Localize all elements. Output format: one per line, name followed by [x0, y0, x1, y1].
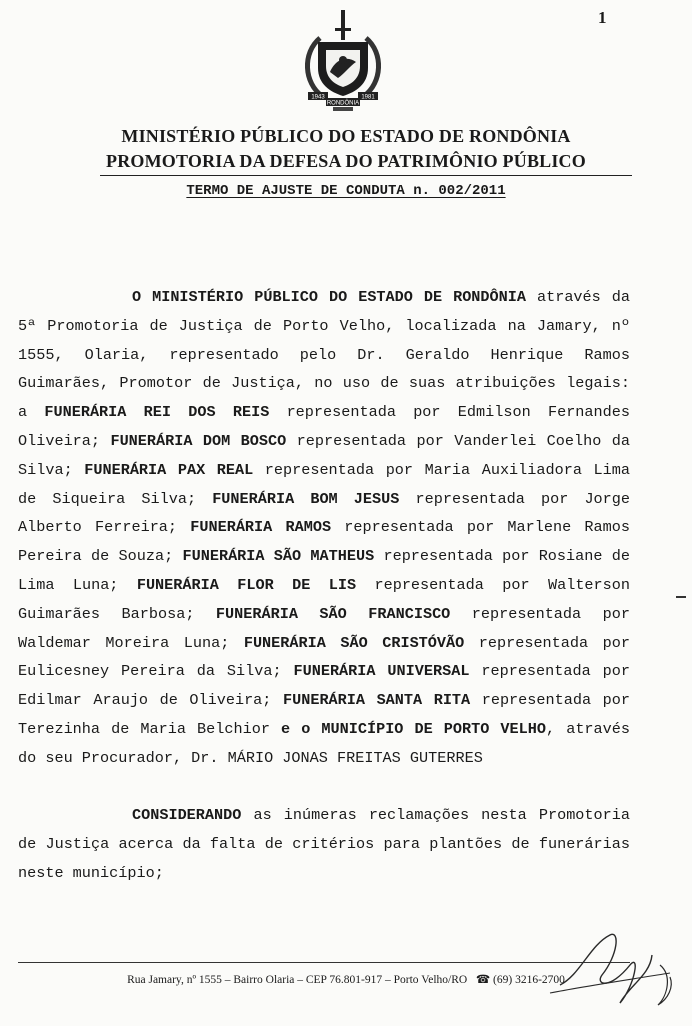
crest-year-left: 1943	[311, 94, 325, 101]
text-run: representada por Walterson Guimarães Barbosa;	[18, 575, 630, 623]
page-number: 1	[598, 8, 607, 27]
bold-text-run: FUNERÁRIA SÃO MATHEUS	[182, 547, 375, 566]
text-run: representada por Vanderlei Coelho da Silva;	[18, 431, 631, 479]
text-run: representada por Edilmar Araujo de Oliveira;	[18, 662, 630, 710]
document-body	[18, 283, 630, 888]
text-run: representada por Rosiane de Lima Luna;	[18, 547, 630, 594]
opening-paragraph	[18, 283, 630, 773]
crest-banner: RONDÔNIA	[326, 100, 360, 107]
text-run: representada por Marlene Ramos Pereira de Souza;	[18, 518, 630, 566]
bold-text-run: O MINISTÉRIO PÚBLICO DO ESTADO DE RONDÔNIA	[132, 288, 526, 306]
bold-text-run: FUNERÁRIA SANTA RITA	[282, 691, 471, 710]
crest-year-right: 1981	[361, 94, 375, 101]
bold-text-run: FUNERÁRIA SÃO CRISTÓVÃO	[243, 633, 465, 652]
coat-of-arms-icon	[300, 8, 386, 112]
bold-text-run: FUNERÁRIA UNIVERSAL	[293, 662, 470, 681]
bold-text-run: FUNERÁRIA DOM BOSCO	[110, 431, 287, 450]
margin-mark	[676, 596, 686, 598]
bold-text-run: e o MUNICÍPIO DE PORTO VELHO	[281, 719, 547, 738]
telephone-icon: ☎	[470, 974, 491, 986]
bold-text-run: FUNERÁRIA SÃO FRANCISCO	[215, 604, 451, 623]
footer-phone: (69) 3216-2700	[493, 974, 565, 986]
bold-text-run: CONSIDERANDO	[132, 806, 242, 825]
bold-text-run: FUNERÁRIA RAMOS	[190, 518, 332, 537]
institution-title: MINISTÉRIO PÚBLICO DO ESTADO DE RONDÔNIA	[121, 126, 571, 146]
footer-divider	[18, 962, 630, 963]
text-run: representada por Eulicesney Pereira da Silva;	[18, 633, 630, 681]
header-divider	[100, 175, 632, 176]
department-title: PROMOTORIA DA DEFESA DO PATRIMÔNIO PÚBLICO	[106, 151, 586, 171]
text-run: representada por Edmilson Fernandes Oliveira;	[18, 403, 630, 450]
footer-address: Rua Jamary, nº 1555 – Bairro Olaria – CEP 76.801-917 – Porto Velho/RO	[127, 974, 468, 986]
text-run: , através do seu Procurador, Dr. MÁRIO JONAS FREITAS GUTERRES	[18, 719, 630, 767]
text-run: representada por Terezinha de Maria Belchior	[18, 691, 630, 738]
considerando-paragraph	[18, 801, 630, 887]
text-run: representada por Jorge Alberto Ferreira;	[18, 489, 631, 537]
bold-text-run: FUNERÁRIA REI DOS REIS	[44, 403, 270, 422]
bold-text-run: FUNERÁRIA PAX REAL	[84, 460, 254, 479]
text-run: através da 5ª Promotoria de Justiça de Porto Velho, localizada na Jamary, nº 1555, Olaria, representado pelo Dr. Geraldo Henrique Ramos Guimarães, Promotor de Justiça, no uso de suas atribuições legais: a	[18, 288, 630, 422]
document-title-text: TERMO DE AJUSTE DE CONDUTA n. 002/2011	[186, 183, 506, 199]
text-run: representada por Waldemar Moreira Luna;	[18, 604, 630, 652]
text-run: as inúmeras reclamações nesta Promotoria de Justiça acerca da falta de critérios para plantões de funerárias neste município;	[18, 806, 630, 882]
bold-text-run: FUNERÁRIA FLOR DE LIS	[136, 575, 357, 594]
bold-text-run: FUNERÁRIA BOM JESUS	[212, 489, 400, 508]
document-title	[0, 183, 692, 199]
text-run: representada por Maria Auxiliadora Lima de Siqueira Silva;	[18, 460, 630, 508]
handwritten-signature	[540, 915, 690, 1015]
